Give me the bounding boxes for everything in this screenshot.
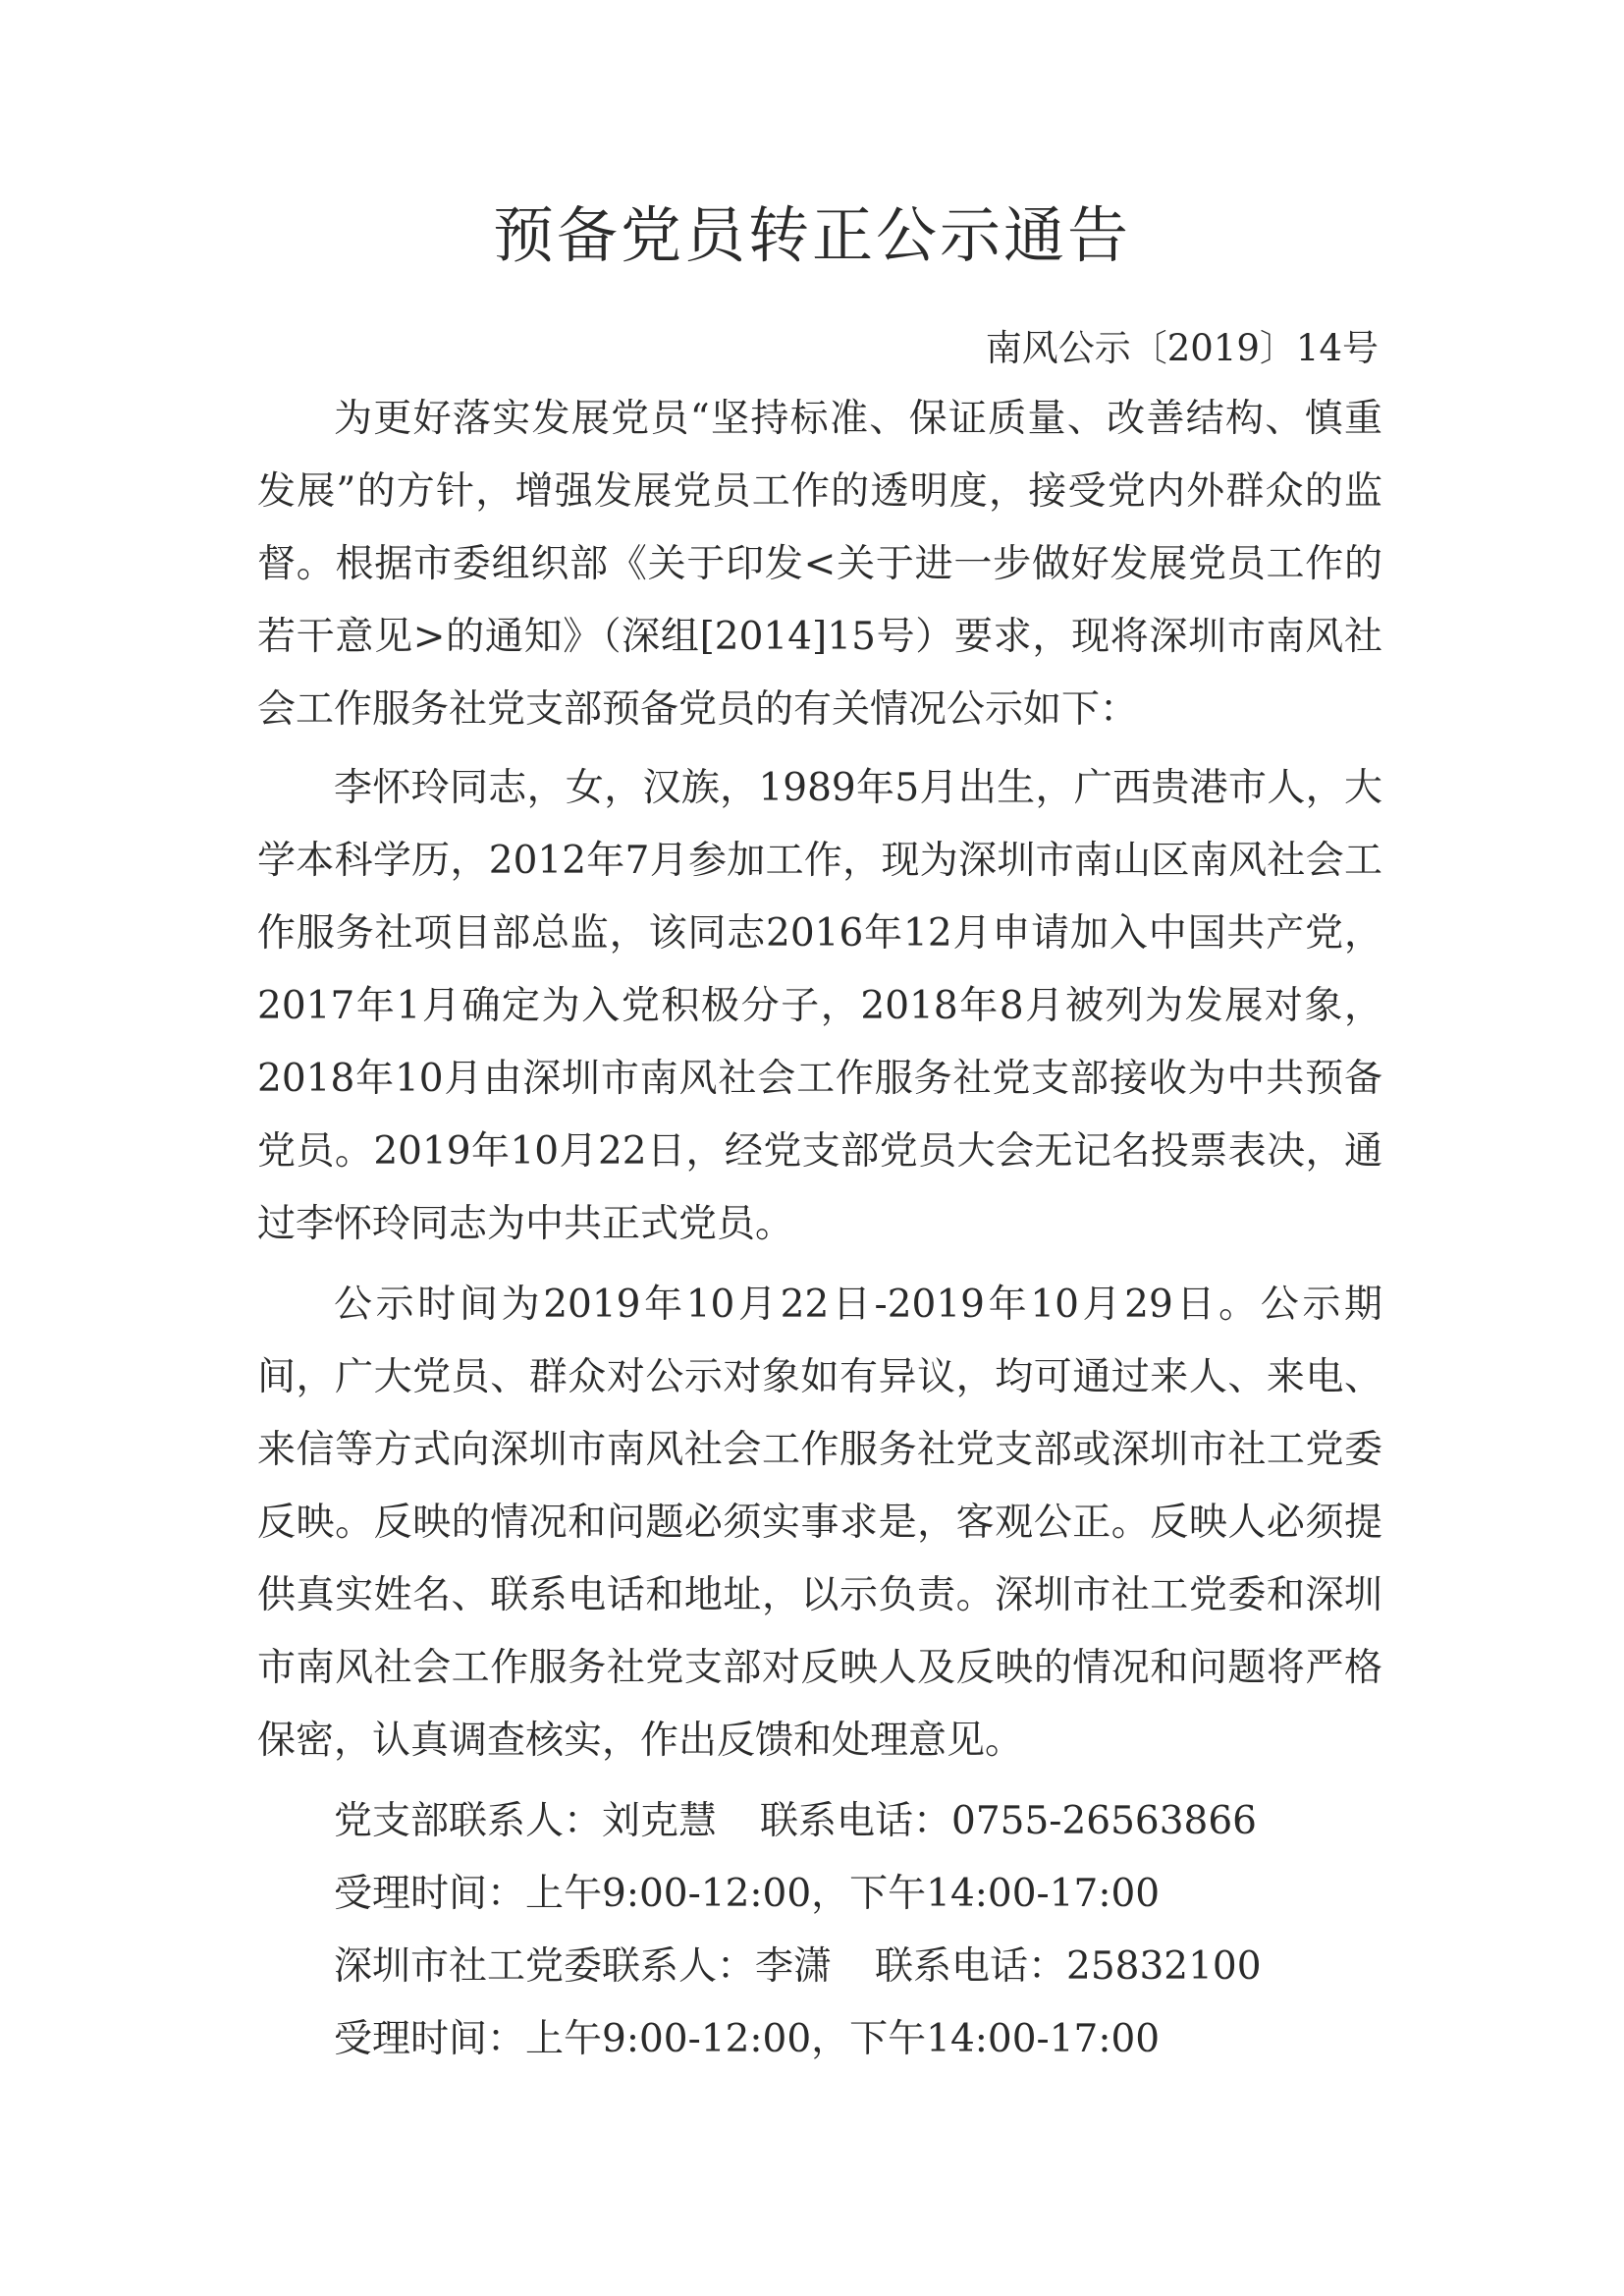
committee-contact-label: 深圳市社工党委联系人：	[334, 1944, 756, 1989]
branch-contact-name: 刘克慧	[602, 1799, 718, 1843]
paragraph-publicity-period: 公示时间为2019年10月22日-2019年10月29日。公示期间，广大党员、群众对公示对象如有异议，均可通过来人、来电、来信等方式向深圳市南风社会工作服务社党支部或深圳市社工党委反映。反映的情况和问题必须实事求是，客观公正。反映人必须提供真实姓名、联系电话和地址，以示负责。深圳市社工党委和深圳市南风社会工作服务社党支部对反映人及反映的情况和问题将严格保密，认真调查核实，作出反馈和处理意见。	[257, 1283, 1382, 1763]
branch-hours-line	[334, 1858, 1160, 1931]
hours-label: 受理时间：	[334, 1872, 526, 1916]
document-title: 预备党员转正公示通告	[492, 199, 1131, 271]
branch-hours: 上午9:00-12:00，下午14:00-17:00	[525, 1872, 1161, 1916]
committee-hours: 上午9:00-12:00，下午14:00-17:00	[525, 2017, 1161, 2061]
committee-contact-name: 李潇	[755, 1944, 833, 1989]
committee-hours-line	[334, 2003, 1160, 2076]
branch-phone: 0755-26563866	[951, 1799, 1257, 1843]
branch-contact-line	[334, 1785, 1257, 1858]
paragraph-intro: 为更好落实发展党员“坚持标准、保证质量、改善结构、慎重发展”的方针，增强发展党员工作的透明度，接受党内外群众的监督。根据市委组织部《关于印发<关于进一步做好发展党员工作的若干意见>的通知》（深组[2014]15号）要求，现将深圳市南风社会工作服务社党支部预备党员的有关情况公示如下：	[257, 397, 1382, 732]
paragraph-candidate-info: 李怀玲同志，女，汉族，1989年5月出生，广西贵港市人，大学本科学历，2012年7月参加工作，现为深圳市南山区南风社会工作服务社项目部总监，该同志2016年12月申请加入中国共产党，2017年1月确定为入党积极分子，2018年8月被列为发展对象，2018年10月由深圳市南风社会工作服务社党支部接收为中共预备党员。2019年10月22日，经党支部党员大会无记名投票表决，通过李怀玲同志为中共正式党员。	[257, 766, 1382, 1246]
branch-phone-label: 联系电话：	[760, 1799, 952, 1843]
committee-phone-label: 联系电话：	[875, 1944, 1067, 1989]
hours-label: 受理时间：	[334, 2017, 526, 2061]
document-number: 南风公示〔2019〕14号	[985, 327, 1379, 369]
committee-phone: 25832100	[1066, 1944, 1262, 1989]
branch-contact-label: 党支部联系人：	[334, 1799, 603, 1843]
committee-contact-line	[334, 1931, 1262, 2003]
